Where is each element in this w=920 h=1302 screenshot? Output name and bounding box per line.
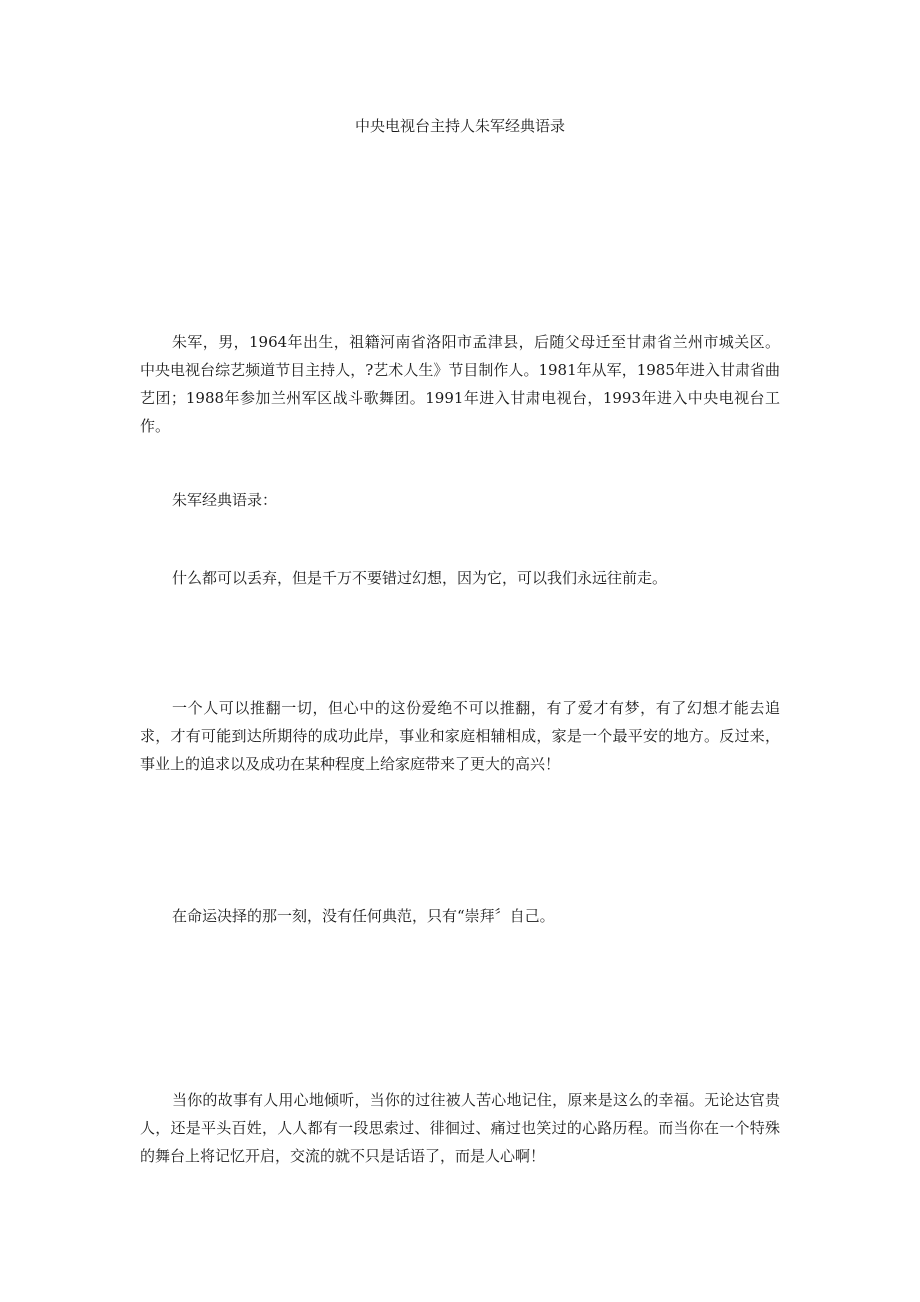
paragraph-quote-3: 在命运决择的那一刻，没有任何典范，只有“崇拜〞自己。 xyxy=(172,907,555,925)
paragraph-quote-1: 什么都可以丢弃，但是千万不要错过幻想，因为它，可以我们永远往前走。 xyxy=(172,569,668,587)
document-title: 中央电视台主持人朱军经典语录 xyxy=(354,117,565,135)
paragraph-quote-2: 一个人可以推翻一切，但心中的这份爱绝不可以推翻，有了爱才有梦，有了幻想才能去追求，才有可能到达所期待的成功此岸，事业和家庭相辅相成，家是一个最平安的地方。反过来，事业上的追求以及成功在某种程度上给家庭带来了更大的高兴！ xyxy=(140,699,780,773)
paragraph-quote-4: 当你的故事有人用心地倾听，当你的过往被人苦心地记住，原来是这么的幸福。无论达官贵人，还是平头百姓，人人都有一段思索过、徘徊过、痛过也笑过的心路历程。而当你在一个特殊的舞台上将记忆开启，交流的就不只是话语了，而是人心啊！ xyxy=(140,1091,780,1165)
paragraph-quotes-heading: 朱军经典语录： xyxy=(172,491,278,509)
paragraph-biography: 朱军，男，1964年出生，祖籍河南省洛阳市孟津县，后随父母迁至甘肃省兰州市城关区。中央电视台综艺频道节目主持人，?艺术人生》节目制作人。1981年从军，1985年进入甘肃省曲艺团；1988年参加兰州军区战斗歌舞团。1991年进入甘肃电视台，1993年进入中央电视台工作。 xyxy=(140,333,780,435)
